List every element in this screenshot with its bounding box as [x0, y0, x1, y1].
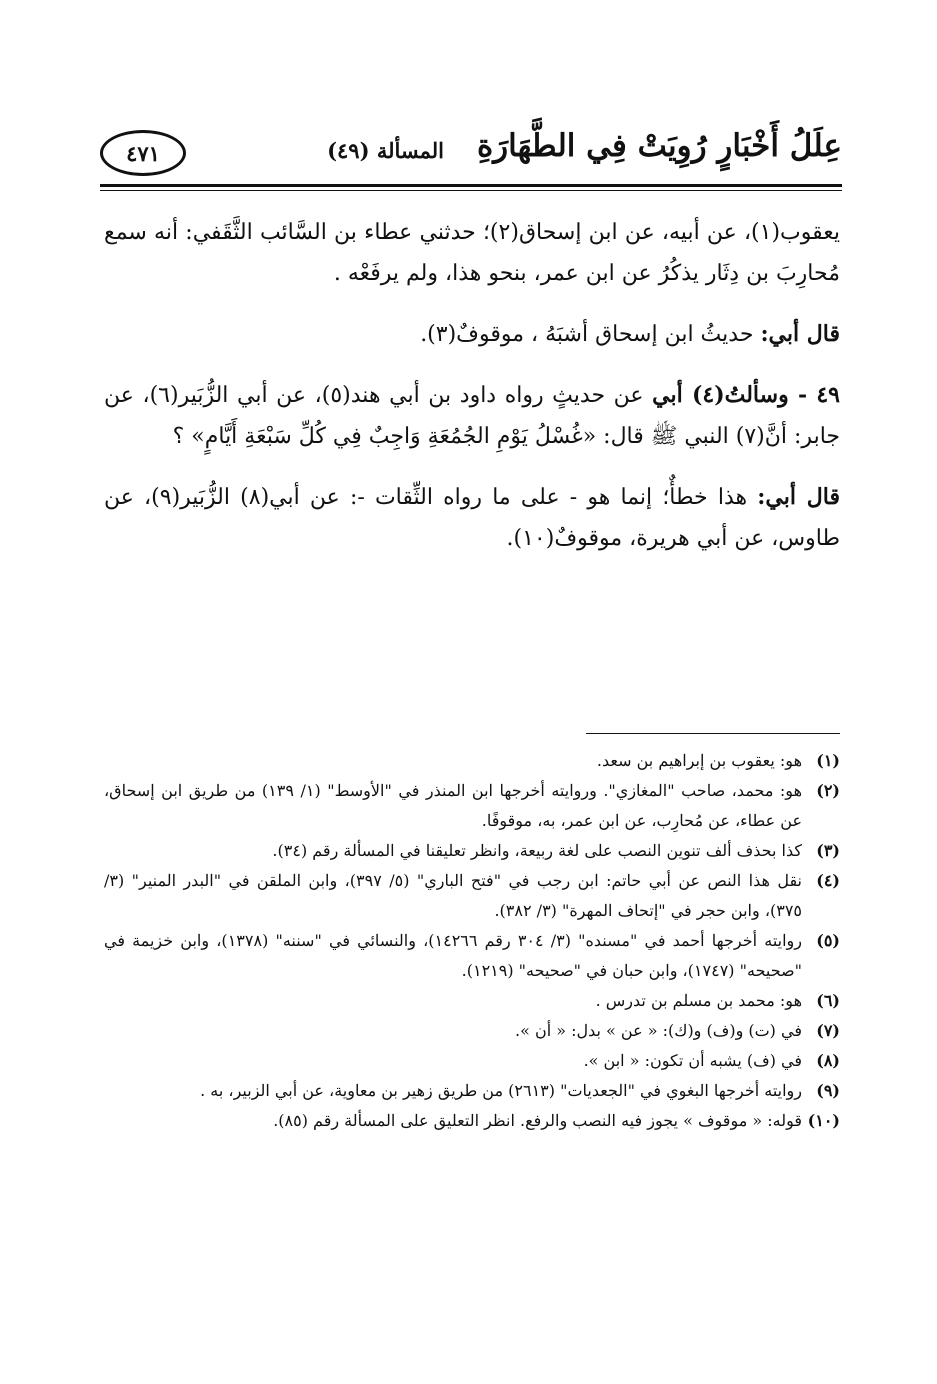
paragraph-2: [104, 314, 840, 355]
footnote: [104, 836, 840, 866]
page-header: [100, 128, 842, 184]
question-heading: ٤٩ - وسألتُ(٤) أبي: [652, 382, 840, 408]
footnote: [104, 1106, 840, 1136]
footnote: [104, 776, 840, 836]
footnote-text: كذا بحذف ألف تنوين النصب على لغة ربيعة، وانظر تعليقنا في المسألة رقم (٣٤).: [272, 841, 802, 860]
footnote-number: (٩): [816, 1081, 840, 1100]
footnote-text: في (ف) يشبه أن تكون: « ابن ».: [583, 1051, 802, 1070]
footnote-number: (١٠): [807, 1111, 840, 1130]
paragraph-4: [104, 477, 840, 559]
footnote: [104, 1076, 840, 1106]
footnote-number: (٥): [816, 931, 840, 950]
header-divider-thin: [100, 190, 842, 191]
paragraph-4-text: هذا خطأٌ؛ إنما هو - على ما رواه الثِّقات -: عن أبي(٨) الزُّبَير(٩)، عن طاوس، عن أبي هريرة، موقوفٌ(١٠).: [104, 485, 840, 551]
footnote: [104, 746, 840, 776]
footnote-text: هو: محمد، صاحب "المغازي". وروايته أخرجها ابن المنذر في "الأوسط" (١/ ١٣٩) من طريق ابن إسحاق، عن عطاء، عن مُحارِب، عن ابن عمر، به، موقوفًا.: [104, 781, 802, 830]
footnote-number: (٨): [816, 1051, 840, 1070]
footnote-number: (٤): [816, 871, 840, 890]
footnote: [104, 866, 840, 926]
footnote-text: قوله: « موقوف » يجوز فيه النصب والرفع. انظر التعليق على المسألة رقم (٨٥).: [273, 1111, 802, 1130]
footnote-text: هو: محمد بن مسلم بن تدرس .: [595, 991, 802, 1010]
footnotes: [104, 746, 840, 1136]
footnote-number: (٣): [816, 841, 840, 860]
book-title: عِلَلُ أَخْبَارٍ رُوِيَتْ فِي الطَّهَارَةِ: [476, 128, 842, 164]
paragraph-1: يعقوب(١)، عن أبيه، عن ابن إسحاق(٢)؛ حدثني عطاء بن السَّائب الثَّقَفي: أنه سمع مُحارِبَ بن دِثَار يذكُرُ عن ابن عمر، بنحو هذا، ولم يرفَعْه .: [104, 220, 840, 286]
footnote-number: (٦): [816, 991, 840, 1010]
footnote-text: نقل هذا النص عن أبي حاتم: ابن رجب في "فتح الباري" (٥/ ٣٩٧)، وابن الملقن في "البدر المنير" (٣/ ٣٧٥)، وابن حجر في "إتحاف المهرة" (٣/ ٣٨٢).: [104, 871, 803, 920]
footnote-text: هو: يعقوب بن إبراهيم بن سعد.: [596, 751, 802, 770]
paragraph-4-lead: قال أبي:: [757, 484, 840, 510]
paragraph-2-text: حديثُ ابن إسحاق أشبَهُ ، موقوفٌ(٣).: [420, 322, 754, 347]
footnote-divider: [586, 733, 840, 734]
footnote-text: روايته أخرجها البغوي في "الجعديات" (٢٦١٣) من طريق زهير بن معاوية، عن أبي الزبير، به .: [200, 1081, 802, 1100]
footnote: [104, 926, 840, 986]
footnote-text: روايته أخرجها أحمد في "مسنده" (٣/ ٣٠٤ رقم ١٤٢٦٦)، والنسائي في "سننه" (١٣٧٨)، وابن خزيمة في "صحيحه" (١٧٤٧)، وابن حبان في "صحيحه" (١٢١٩).: [104, 931, 803, 980]
footnote: [104, 1046, 840, 1076]
footnote-number: (٢): [816, 781, 840, 800]
paragraph-3-text: عن حديثٍ رواه داود بن أبي هند(٥)، عن أبي الزُّبَير(٦)، عن جابر: أنَّ(٧) النبي ﷺ قال: «غُسْلُ يَوْمِ الجُمُعَةِ وَاجِبٌ فِي كُلِّ سَبْعَةِ أَيَّامٍ» ؟: [104, 383, 840, 449]
question-label: المسألة (٤٩): [327, 138, 444, 163]
footnote: [104, 986, 840, 1016]
footnote-text: في (ت) و(ف) و(ك): « عن » بدل: « أن ».: [514, 1021, 802, 1040]
footnote-number: (٧): [816, 1021, 840, 1040]
footnote: [104, 1016, 840, 1046]
page-number: ٤٧١: [100, 130, 186, 176]
paragraph-2-lead: قال أبي:: [760, 321, 840, 347]
main-text: [104, 212, 840, 579]
header-divider: [100, 184, 842, 187]
paragraph-3: [104, 375, 840, 457]
footnote-number: (١): [816, 751, 840, 770]
